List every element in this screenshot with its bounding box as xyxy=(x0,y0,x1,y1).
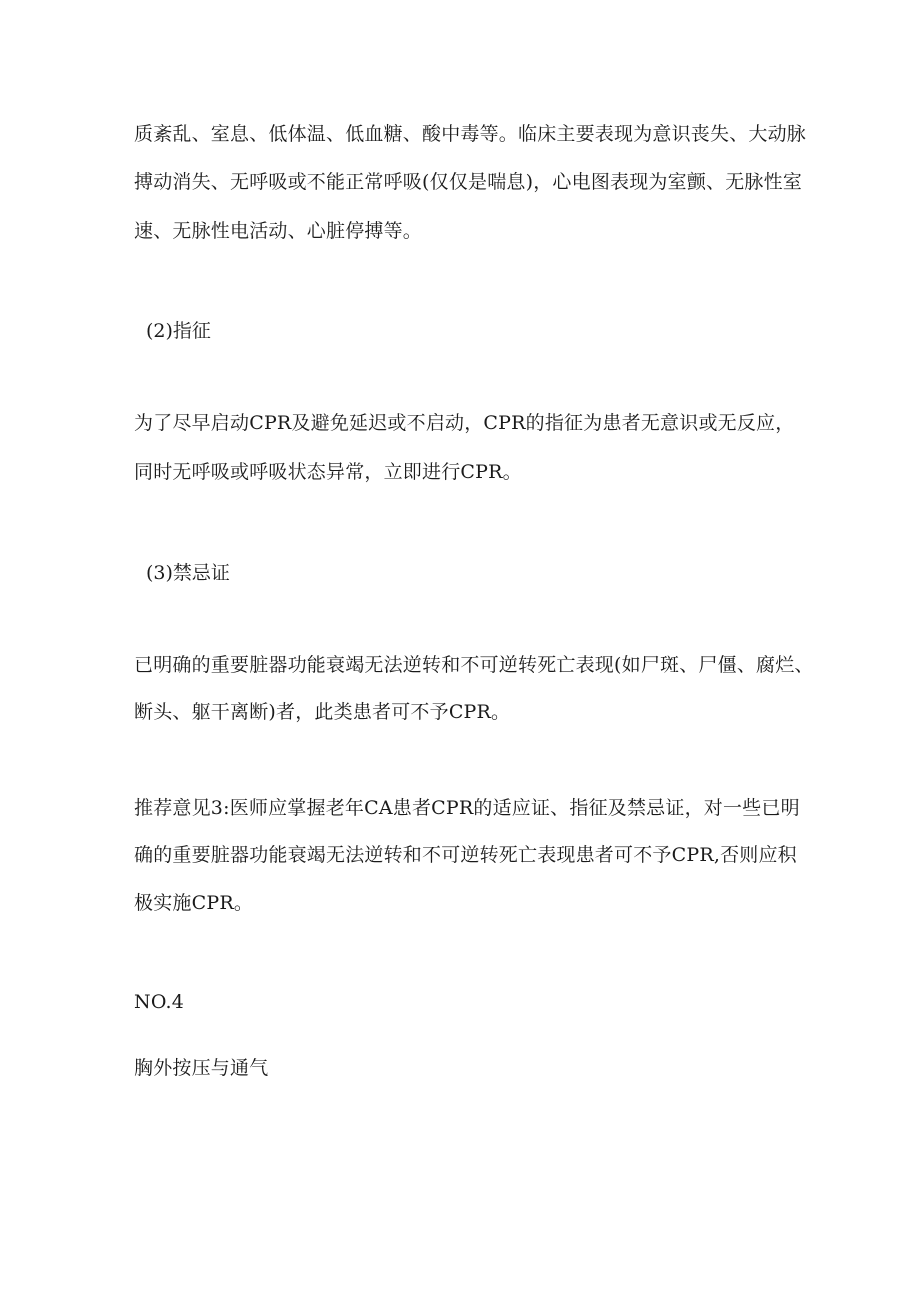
recommendation-line-3: 极实施CPR。 xyxy=(134,892,254,914)
paragraph-3-line-2: 断头、躯干离断)者，此类患者可不予CPR。 xyxy=(134,701,511,723)
paragraph-2-line-2: 同时无呼吸或呼吸状态异常，立即进行CPR。 xyxy=(134,461,522,483)
recommendation-line-2: 确的重要脏器功能衰竭无法逆转和不可逆转死亡表现患者可不予CPR,否则应积 xyxy=(134,844,797,866)
paragraph-3-line-1: 已明确的重要脏器功能衰竭无法逆转和不可逆转死亡表现(如尸斑、尸僵、腐烂、 xyxy=(134,654,814,676)
paragraph-1-line-1: 质紊乱、室息、低体温、低血糖、酸中毒等。临床主要表现为意识丧失、大动脉 xyxy=(134,123,807,145)
heading-contraindications: (3)禁忌证 xyxy=(146,562,230,584)
paragraph-1-line-2: 搏动消失、无呼吸或不能正常呼吸(仅仅是喘息)，心电图表现为室颤、无脉性室 xyxy=(134,171,803,193)
heading-indications: (2)指征 xyxy=(146,320,211,342)
recommendation-line-1: 推荐意见3:医师应掌握老年CA患者CPR的适应证、指征及禁忌证，对一些已明 xyxy=(134,797,800,819)
paragraph-2-line-1: 为了尽早启动CPR及避免延迟或不启动，CPR的指征为患者无意识或无反应， xyxy=(134,412,795,434)
paragraph-1-line-3: 速、无脉性电活动、心脏停搏等。 xyxy=(134,220,423,242)
section-title: 胸外按压与通气 xyxy=(134,1057,269,1079)
section-number: NO.4 xyxy=(134,991,185,1013)
